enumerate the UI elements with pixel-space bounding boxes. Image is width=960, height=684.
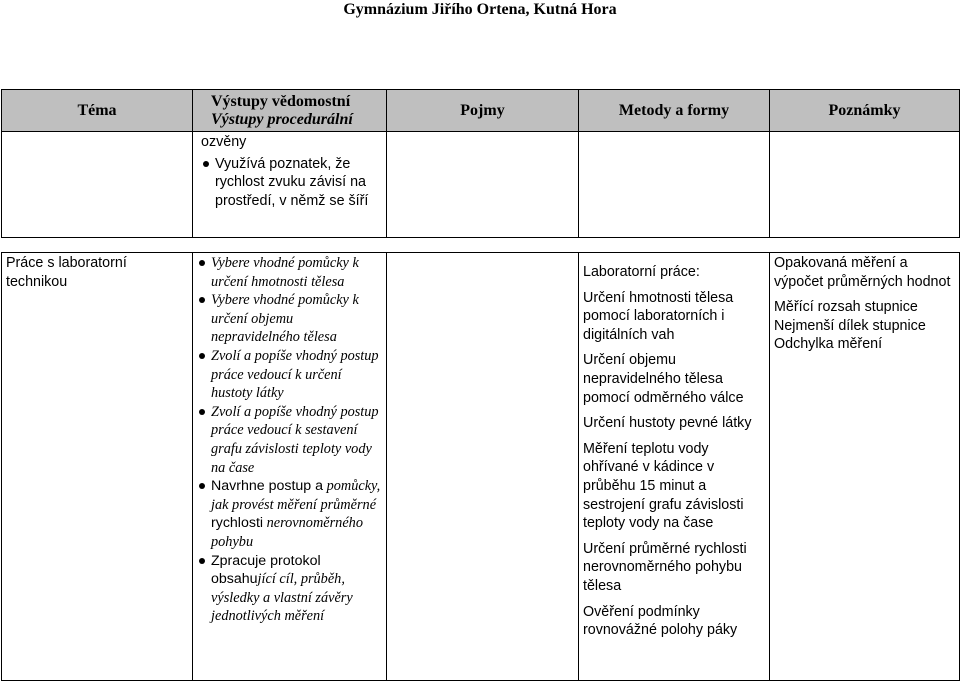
list-item: Zvolí a popíše vhodný postup práce vedoucí k určení hustoty látky <box>197 347 382 403</box>
metody-item: Určení průměrné rychlosti nerovnoměrného pohybu tělesa <box>583 540 747 594</box>
continuation-metody <box>579 132 770 238</box>
metody-item: Ověření podmínky rovnovážné polohy páky <box>583 603 738 639</box>
curriculum-table <box>1 89 960 681</box>
header-poznamky: Poznámky <box>770 90 960 132</box>
topic-tema <box>2 253 193 681</box>
metody-title: Laboratorní práce: <box>583 264 700 280</box>
vystupy-list <box>197 254 382 626</box>
poznamky-item: Odchylka měření <box>774 336 883 353</box>
school-name: Gymnázium Jiřího Ortena, Kutná Hora <box>343 1 617 18</box>
header-tema: Téma <box>2 90 193 132</box>
list-item: Zvolí a popíše vhodný postup práce vedoucí k sestavení grafu závislosti teploty vody na čase <box>197 403 382 477</box>
poznamky-item: Měřící rozsah stupnice <box>774 299 918 316</box>
list-item: Využívá poznatek, že rychlost zvuku závisí na prostředí, v němž se šíří <box>201 155 382 211</box>
header-vystupy-vedomostni: Výstupy vědomostní <box>211 93 351 110</box>
header-vystupy <box>193 90 387 132</box>
metody-item: Určení hustoty pevné látky <box>583 415 752 432</box>
topic-title: Práce s laboratorní technikou <box>6 255 127 290</box>
topic-poznamky <box>770 253 960 681</box>
spacer-row <box>2 238 960 253</box>
continuation-vystupy <box>193 132 387 238</box>
continuation-tema <box>2 132 193 238</box>
continuation-poznamky <box>770 132 960 238</box>
header-vystupy-proceduralni: Výstupy procedurální <box>211 111 353 128</box>
topic-row <box>2 253 960 681</box>
list-item: Vybere vhodné pomůcky k určení hmotnosti tělesa <box>197 254 382 291</box>
topic-metody <box>579 253 770 681</box>
metody-item: Určení hmotnosti tělesa pomocí laboratorních i digitálních vah <box>583 289 734 343</box>
metody-item: Měření teplotu vody ohřívané v kádince v průběhu 15 minut a sestrojení grafu závislosti teploty vody na čase <box>583 440 744 532</box>
metody-item: Určení objemu nepravidelného tělesa pomocí odměrného válce <box>583 352 744 406</box>
list-item: Zpracuje protokol obsahující cíl, průběh, výsledky a vlastní závěry jednotlivých měření <box>197 552 382 626</box>
table-header-row <box>2 90 960 132</box>
continuation-pojmy <box>387 132 579 238</box>
continuation-topic-tail: ozvěny <box>201 134 247 150</box>
continuation-list <box>201 155 382 211</box>
header-metody: Metody a formy <box>579 90 770 132</box>
list-item: Navrhne postup a pomůcky, jak provést měření průměrné rychlosti nerovnoměrného pohybu <box>197 477 382 551</box>
header-pojmy: Pojmy <box>387 90 579 132</box>
poznamky-item: Nejmenší dílek stupnice <box>774 317 926 334</box>
poznamky-first: Opakovaná měření a výpočet průměrných hodnot <box>774 255 951 290</box>
topic-vystupy <box>193 253 387 681</box>
continuation-row <box>2 132 960 238</box>
list-item: Vybere vhodné pomůcky k určení objemu nepravidelného tělesa <box>197 291 382 347</box>
topic-pojmy <box>387 253 579 681</box>
